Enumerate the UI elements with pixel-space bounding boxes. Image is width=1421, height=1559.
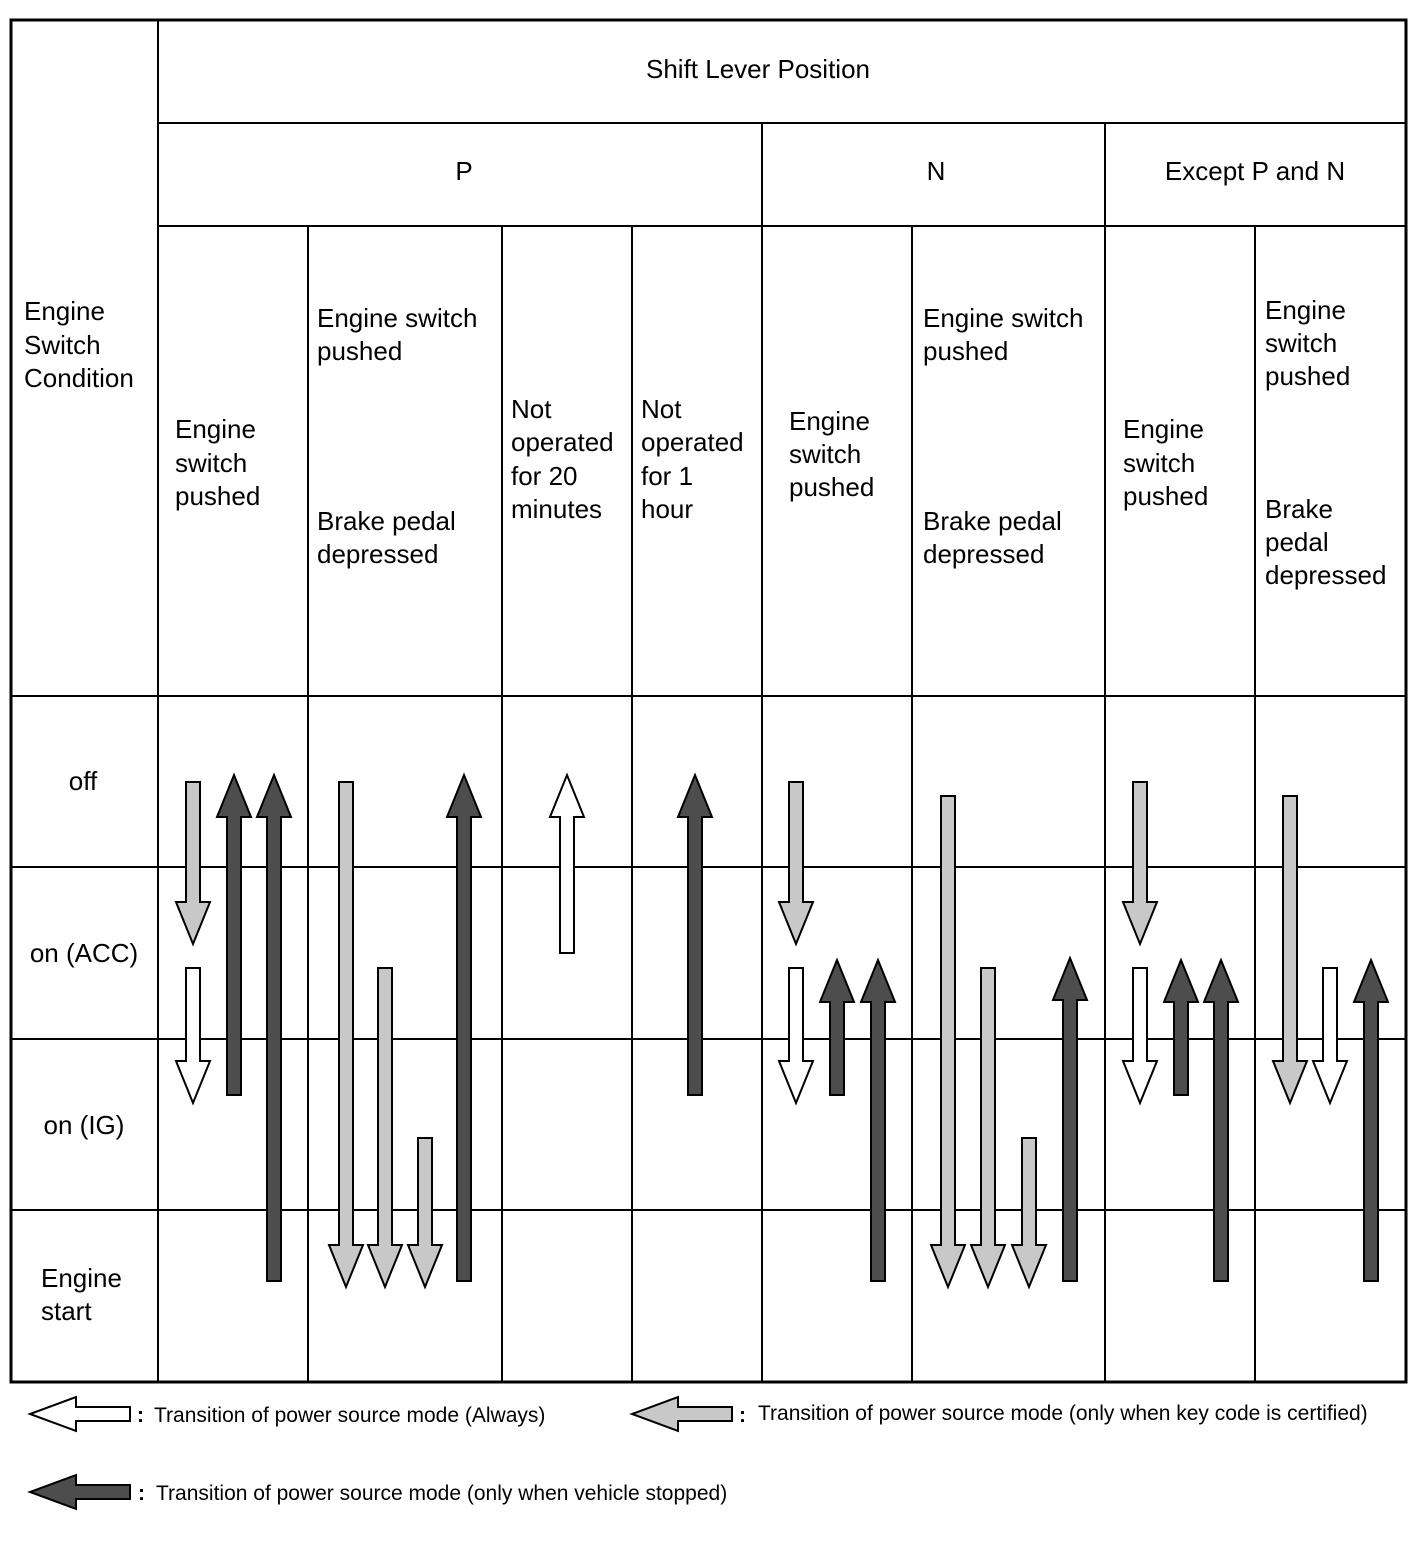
row-label-engine-start: Engine start xyxy=(41,1263,122,1326)
col2-condition-bottom: Brake pedal depressed xyxy=(317,506,456,569)
col7-condition: Engine switch pushed xyxy=(1123,414,1209,511)
legend-always-marker: : xyxy=(137,1404,144,1427)
group-except-header: Except P and N xyxy=(1164,156,1346,186)
legend-stopped-text: Transition of power source mode (only when vehicle stopped) xyxy=(156,1482,728,1505)
shift-lever-position-header: Shift Lever Position xyxy=(645,54,871,84)
transition-arrow-col8-certified xyxy=(1273,796,1307,1103)
transition-arrow-col4-stopped xyxy=(678,775,712,1095)
transition-arrow-col6-certified xyxy=(971,968,1005,1287)
col6-condition-bottom: Brake pedal depressed xyxy=(923,506,1062,569)
transition-arrow-col2-certified xyxy=(329,782,363,1287)
transition-arrow-col7-stopped xyxy=(1164,960,1198,1095)
col4-condition: Not operated for 1 hour xyxy=(641,394,744,524)
transition-arrow-col2-certified xyxy=(408,1138,442,1287)
row-label-ig: on (IG) xyxy=(43,1110,125,1140)
row-label-off: off xyxy=(68,766,98,796)
transition-arrow-col6-stopped xyxy=(1053,958,1087,1281)
col6-condition-top: Engine switch pushed xyxy=(923,303,1084,366)
transition-arrow-col1-always xyxy=(176,968,210,1103)
legend-certified-marker: : xyxy=(739,1404,746,1427)
table-grid xyxy=(11,20,1406,1382)
transition-arrow-col6-certified xyxy=(931,796,965,1287)
transition-arrow-col7-stopped xyxy=(1204,960,1238,1281)
col1-condition: Engine switch pushed xyxy=(175,414,261,511)
legend-always-text: Transition of power source mode (Always) xyxy=(154,1404,546,1427)
transition-arrow-col1-certified xyxy=(176,782,210,944)
col3-condition: Not operated for 20 minutes xyxy=(511,394,614,524)
transition-arrow-col5-always xyxy=(779,968,813,1103)
col2-condition-top: Engine switch pushed xyxy=(317,303,478,366)
transition-arrow-col3-always xyxy=(550,775,584,953)
transition-arrow-col1-stopped xyxy=(217,775,251,1095)
legend-stopped-marker: : xyxy=(138,1482,145,1505)
transition-arrow-col7-certified xyxy=(1123,782,1157,944)
group-n-header: N xyxy=(926,156,946,186)
transition-arrow-col6-certified xyxy=(1012,1138,1046,1287)
legend-always-arrow-icon xyxy=(30,1397,130,1431)
col8-condition-top: Engine switch pushed xyxy=(1265,295,1351,391)
col8-condition-bottom: Brake pedal depressed xyxy=(1265,494,1387,590)
group-p-header: P xyxy=(455,156,473,186)
row-label-acc: on (ACC) xyxy=(29,938,139,968)
transition-arrow-col5-certified xyxy=(779,782,813,944)
transition-arrow-col8-always xyxy=(1313,968,1347,1103)
legend-certified-text: Transition of power source mode (only when key code is certified) xyxy=(758,1402,1368,1425)
legend-stopped-arrow-icon xyxy=(30,1475,130,1509)
transition-arrow-col7-always xyxy=(1123,968,1157,1103)
transition-arrow-col8-stopped xyxy=(1354,960,1388,1281)
transition-arrow-col5-stopped xyxy=(861,960,895,1281)
engine-switch-condition-header: Engine Switch Condition xyxy=(24,296,134,393)
col5-condition: Engine switch pushed xyxy=(789,406,875,502)
transition-arrow-col2-stopped xyxy=(447,775,481,1281)
transition-arrow-col5-stopped xyxy=(820,960,854,1095)
legend-certified-arrow-icon xyxy=(632,1397,732,1431)
transition-arrow-col2-certified xyxy=(368,968,402,1287)
transition-arrow-col1-stopped xyxy=(257,775,291,1281)
